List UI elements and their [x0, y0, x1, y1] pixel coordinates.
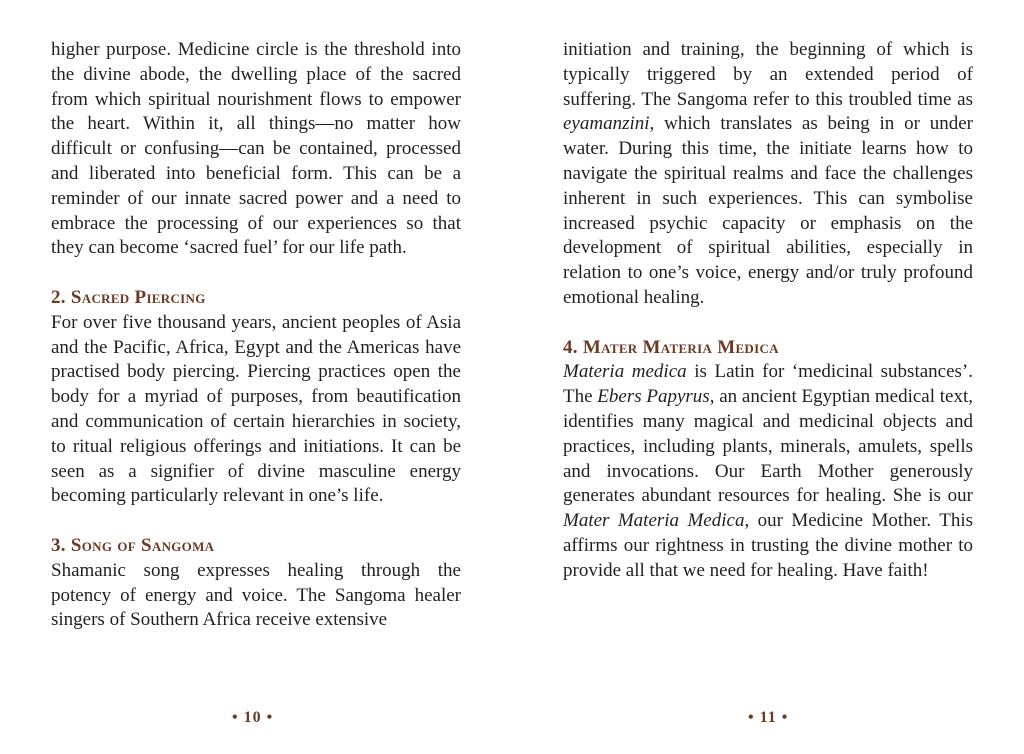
- eyamanzini-term: eyamanzini: [563, 113, 650, 135]
- ebers-papyrus-term: Ebers Papyrus: [597, 386, 710, 408]
- section-heading-sacred-piercing: 2. Sacred Piercing: [51, 286, 206, 308]
- section-heading-song-of-sangoma: 3. Song of Sangoma: [51, 534, 215, 556]
- section-body-song-of-sangoma: Shamanic song expresses healing through the potency of energy and voice. The Sangoma healer singers of Southern Africa receive extensive: [51, 559, 461, 631]
- section-4-text-3: , our Medicine Mother. This affirms our rightness in trusting the divine mother to provide all that we need for healing. Have faith!: [563, 510, 973, 581]
- page-number-left: • 10 •: [232, 709, 274, 726]
- intro-paragraph: higher purpose. Medicine circle is the threshold into the divine abode, the dwelling place of the sacred from which spiritual nourishment flows to empower the heart. Within it, all things—no matter how difficult or confusing—can be contained, processed and liberated into beneficial form. This can be a reminder of our innate sacred power and a need to embrace the processing of our experiences so that they can become ‘sacred fuel’ for our life path.: [51, 39, 461, 259]
- right-page: [563, 38, 973, 584]
- page-number-right: • 11 •: [748, 709, 789, 726]
- mater-materia-medica-term: Mater Materia Medica: [563, 510, 745, 532]
- section-4-text-2: , an ancient Egyptian medical text, identifies many magical and medicinal objects and practices, including plants, minerals, amulets, spells and invocations. Our Earth Mother generously generates abundant resources for healing. She is our: [563, 386, 974, 507]
- section-body-mater-materia-medica: [563, 360, 973, 583]
- continued-text-2: , which translates as being in or under water. During this time, the initiate learns how to navigate the spiritual realms and face the challenges inherent in such experiences. This can symbolise increased psychic capacity or emphasis on the development of spiritual abilities, especially in relation to one’s voice, energy and/or truly profound emotional healing.: [563, 113, 973, 308]
- section-4-text-1: is Latin for ‘medicinal substances’. The: [563, 361, 973, 408]
- continued-text-1: initiation and training, the beginning of which is typically triggered by an extended period of suffering. The Sangoma refer to this troubled time as: [563, 39, 973, 110]
- continued-paragraph: [563, 38, 973, 311]
- section-heading-mater-materia-medica: 4. Mater Materia Medica: [563, 336, 779, 358]
- materia-medica-term: Materia medica: [563, 361, 687, 383]
- section-body-sacred-piercing: For over five thousand years, ancient peoples of Asia and the Pacific, Africa, Egypt and the Americas have practised body piercing. Piercing practices open the body for a myriad of purposes, from beautification and communication of certain hierarchies in society, to ritual religious offerings and initiations. It can be seen as a signifier of divine masculine energy becoming particularly relevant in one’s life.: [51, 311, 461, 507]
- left-page: [51, 38, 461, 633]
